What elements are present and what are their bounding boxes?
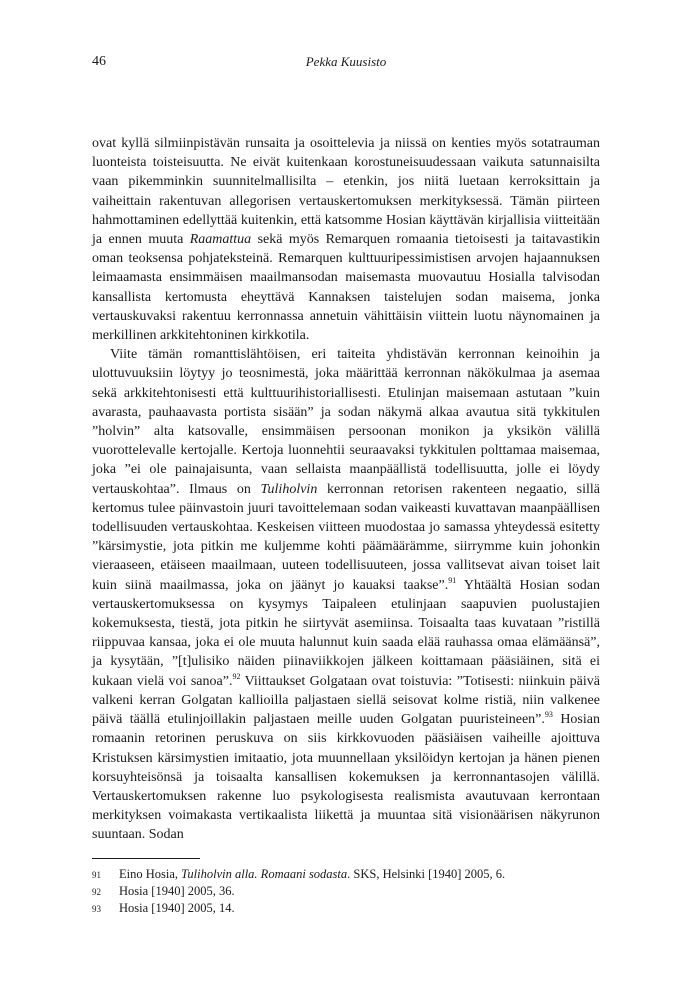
footnote-ref-93[interactable]: 93 [544, 710, 553, 720]
footnote-number: 91 [92, 870, 101, 880]
footnote-text: Hosia [1940] 2005, 36. [119, 884, 235, 898]
title-tuliholvin: Tuliholvin [260, 481, 318, 497]
footnote-ref-91[interactable]: 91 [448, 575, 457, 585]
footnotes [92, 866, 600, 917]
footnote-92 [92, 883, 600, 900]
text-run: Viittaukset Golgataan ovat toistuvia: ”Totisesti: niinkuin päivä valkeni kerran Golgatan kallioilla paljastaen siellä seisovat kolme ristiä, niin valkenee päivä täällä etulinjoillakin paljastaen meille uuden Golgatan puuristeineen”. [92, 673, 600, 728]
text-run: ovat kyllä silmiinpistävän runsaita ja osoittelevia ja niissä on kenties myös sotatrauman luonteista toisteisuutta. Ne eivät kuitenkaan korostuneisuudessaan vaikuta satunnaisilta vaan pikemminkin suunnitelmallisilta – etenkin, jos niitä luetaan kerroksittain ja vaiheittain rakentuvan allegorisen vertauskertomuksen merkityksessä. Tämän piirteen hahmottaminen edellyttää kuitenkin, että katsomme Hosian käyttävän kirjallisia viitteitään ja ennen muuta [92, 136, 600, 248]
text-run: Viite tämän romanttislähtöisen, eri taiteita yhdistävän kerronnan keinoihin ja ulottuvuuksiin löytyy jo teosnimestä, joka määrittää kerronnan näkökulmaa ja asemaa sekä arkkitehtonisesti että kulttuurihistoriallisesti. Etulinjan maisemaan astutaan ”kuin avarasta, pauhaavasta portista sisään” ja sodan näkymä alkaa avautua sitä tykkitulen ”holvin” alta katsovalle, ensimmäisen persoonan monikon ja yksikön välillä vuorottelevalle kertojalle. Kertoja luonnehtii seuraavaksi tykkitulen polttamaa maisemaa, joka ”ei ole painajaisunta, vaan sellaista maanpäällistä todellisuutta, jolle ei löydy vertauskohtaa”. Ilmaus on [92, 347, 600, 497]
text-run: kerronnan retorisen rakenteen negaatio, sillä kertomus tulee päinvastoin juuri tavoittelemaan sodan vaikeasti kuvattavan maanpäällisen todellisuuden vertauskohtaa. Keskeisen viitteen muodostaa jo samassa yhteydessä esitetty ”kärsimystie, jota pitkin me kuljemme kohti päämäärämme, siirrymme kuin johonkin vieraaseen, etäiseen maailmaan, uuteen todellisuuteen, jossa vallitsevat aivan toiset lait kuin siinä maailmassa, joka on jäänyt jo kauaksi taakse”. [92, 481, 600, 593]
text-run: Hosian romaanin retorinen peruskuva on siis kirkkovuoden pääsiäisen vaiheille ajoittuva Kristuksen kärsimystien imitaatio, jota muunnellaan yksilöidyn kertojan ja hänen pienen korsuyhteisönsä ja toisaalta kansallisen kokemuksen ja kerronnantasojen välillä. Vertauskertomuksen rakenne luo psykologisesta realismista avautuvaan kerrontaan merkityksen voimakasta vertikaalista liikettä ja muuntaa sitä visionäärisen näkyrunon suuntaan. Sodan [92, 712, 600, 843]
text-run: . SKS, Helsinki [1940] 2005, 6. [347, 867, 506, 881]
text-run: Yhtäältä Hosian sodan vertauskertomuksessa on kysymys Taipaleen etulinjaan saapuvien puolustajien kokemuksesta, tiestä, jota pitkin he siirtyvät asemiinsa. Toisaalta taas kuvataan ”ristillä riippuvaa kansaa, joka ei ole muuta halunnut kuin saada elää rauhassa omaa elämäänsä”, ja kysytään, ”[t]ulisiko näiden piinaviikkojen jälkeen koittamaan pääsiäinen, sitä ei kukaan vielä voi sanoa”. [92, 577, 600, 689]
paragraph-1 [92, 134, 600, 345]
footnote-divider [92, 858, 200, 859]
page-number: 46 [92, 54, 106, 69]
footnote-text: Hosia [1940] 2005, 14. [119, 901, 235, 915]
title-tuliholvin-alla: Tuliholvin alla. Romaani sodasta [181, 867, 348, 881]
footnote-91 [92, 866, 600, 883]
text-run: Eino Hosia, [119, 867, 182, 881]
footnote-93 [92, 900, 600, 917]
title-raamattua: Raamattua [189, 232, 252, 248]
body-text [92, 134, 600, 845]
footnote-number: 93 [92, 904, 101, 914]
text-run: sekä myös Remarquen romaania tietoisesti ja taitavastikin oman teoksensa pohjateksteinä. Remarquen kulttuuripessimistisen arvojen hajaannuksen leimaamasta ensimmäisen maailmansodan maisemasta muovautuu Hosialla talvisodan kansallista kertomusta eheyttävä Kannaksen taistelujen sodan maisema, jonka vertauskuvaksi rakentuu kerronnassa annetuin vähittäisin viittein luotu näynomainen ja merkillinen arkkitehtoninen kirkkotila. [92, 232, 600, 344]
footnote-text [119, 866, 600, 883]
footnote-ref-92[interactable]: 92 [232, 671, 241, 681]
running-head-author: Pekka Kuusisto [305, 54, 387, 69]
footnote-number: 92 [92, 887, 101, 897]
paragraph-2 [92, 345, 600, 844]
